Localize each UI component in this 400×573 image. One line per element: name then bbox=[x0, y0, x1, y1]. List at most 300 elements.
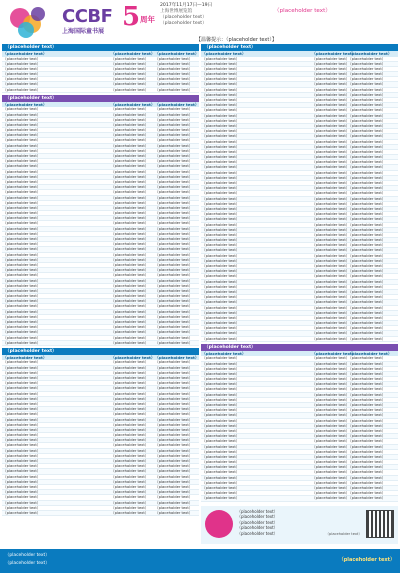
right-section bbox=[201, 44, 398, 342]
table-cell: （placeholder text） bbox=[3, 190, 41, 195]
table-cell: （placeholder text） bbox=[111, 169, 149, 174]
table-cell: （placeholder text） bbox=[111, 495, 149, 500]
table-cell: （placeholder text） bbox=[312, 465, 350, 470]
table-cell: （placeholder text） bbox=[348, 454, 386, 459]
table-cell: （placeholder text） bbox=[155, 133, 193, 138]
table-cell: （placeholder text） bbox=[111, 288, 149, 293]
table-cell: （placeholder text） bbox=[312, 305, 350, 310]
table-cell: （placeholder text） bbox=[111, 262, 149, 267]
table-cell: （placeholder text） bbox=[111, 438, 149, 443]
table-cell: （placeholder text） bbox=[312, 56, 350, 61]
table-cell: （placeholder text） bbox=[202, 232, 240, 237]
table-cell: （placeholder text） bbox=[3, 314, 41, 319]
table-cell: （placeholder text） bbox=[348, 295, 386, 300]
table-cell: （placeholder text） bbox=[111, 237, 149, 241]
table-cell: （placeholder text） bbox=[202, 92, 240, 97]
table-row bbox=[2, 88, 199, 93]
table-cell: （placeholder text） bbox=[202, 449, 240, 454]
table-cell: （placeholder text） bbox=[202, 72, 240, 77]
table-cell: （placeholder text） bbox=[202, 227, 240, 232]
table-cell: （placeholder text） bbox=[312, 144, 350, 149]
table-cell: （placeholder text） bbox=[155, 252, 193, 257]
table-cell: （placeholder text） bbox=[312, 181, 350, 185]
table-cell: （placeholder text） bbox=[155, 143, 193, 148]
left-section bbox=[2, 348, 199, 516]
table-cell: （placeholder text） bbox=[312, 295, 350, 300]
table-cell: （placeholder text） bbox=[3, 72, 41, 77]
table-cell: （placeholder text） bbox=[3, 510, 41, 515]
table-cell: （placeholder text） bbox=[312, 160, 350, 165]
table-cell: （placeholder text） bbox=[312, 77, 350, 82]
table-cell: （placeholder text） bbox=[155, 174, 193, 179]
table-cell: （placeholder text） bbox=[155, 474, 193, 479]
table-cell: （placeholder text） bbox=[111, 273, 149, 278]
table-cell: （placeholder text） bbox=[348, 87, 386, 92]
table-cell: （placeholder text） bbox=[312, 258, 350, 263]
table-cell: （placeholder text） bbox=[3, 77, 41, 82]
table-cell: （placeholder text） bbox=[111, 459, 149, 463]
column-header: （placeholder text） bbox=[312, 350, 356, 356]
table-cell: （placeholder text） bbox=[312, 284, 350, 289]
promo-panel bbox=[201, 506, 398, 544]
table-cell: （placeholder text） bbox=[111, 401, 149, 406]
table-cell: （placeholder text） bbox=[111, 484, 149, 489]
table-cell: （placeholder text） bbox=[202, 186, 240, 191]
table-cell: （placeholder text） bbox=[155, 396, 193, 401]
table-cell: （placeholder text） bbox=[111, 268, 149, 273]
table-cell: （placeholder text） bbox=[3, 195, 41, 200]
table-cell: （placeholder text） bbox=[348, 181, 386, 185]
table-cell: （placeholder text） bbox=[155, 438, 193, 443]
table-cell: （placeholder text） bbox=[202, 212, 240, 217]
promo-badge-icon bbox=[205, 510, 233, 538]
table-cell: （placeholder text） bbox=[155, 169, 193, 174]
table-body bbox=[201, 57, 398, 342]
table-cell: （placeholder text） bbox=[3, 138, 41, 143]
table-cell: （placeholder text） bbox=[3, 107, 41, 112]
table-cell: （placeholder text） bbox=[312, 113, 350, 118]
table-cell: （placeholder text） bbox=[155, 185, 193, 190]
table-cell: （placeholder text） bbox=[111, 453, 149, 458]
table-cell: （placeholder text） bbox=[348, 227, 386, 232]
table-cell: （placeholder text） bbox=[155, 330, 193, 335]
table-cell: （placeholder text） bbox=[348, 423, 386, 428]
table-cell: （placeholder text） bbox=[312, 397, 350, 402]
table-cell: （placeholder text） bbox=[111, 340, 149, 345]
table-cell: （placeholder text） bbox=[3, 87, 41, 92]
table-cell: （placeholder text） bbox=[202, 181, 240, 185]
table-cell: （placeholder text） bbox=[155, 226, 193, 231]
table-cell: （placeholder text） bbox=[348, 212, 386, 217]
table-cell: （placeholder text） bbox=[3, 330, 41, 335]
table-cell: （placeholder text） bbox=[3, 164, 41, 169]
table-cell: （placeholder text） bbox=[202, 356, 240, 361]
table-cell: （placeholder text） bbox=[3, 360, 41, 365]
table-body bbox=[2, 360, 199, 516]
table-cell: （placeholder text） bbox=[202, 149, 240, 154]
table-cell: （placeholder text） bbox=[348, 289, 386, 294]
table-cell: （placeholder text） bbox=[348, 444, 386, 449]
table-cell: （placeholder text） bbox=[312, 454, 350, 459]
table-cell: （placeholder text） bbox=[3, 438, 41, 443]
footer-line: （placeholder text） bbox=[5, 553, 50, 558]
table-cell: （placeholder text） bbox=[155, 262, 193, 267]
table-cell: （placeholder text） bbox=[348, 377, 386, 382]
table-cell: （placeholder text） bbox=[348, 408, 386, 413]
table-cell: （placeholder text） bbox=[348, 243, 386, 248]
qr-code-icon[interactable] bbox=[366, 510, 394, 538]
table-cell: （placeholder text） bbox=[111, 112, 149, 117]
table-cell: （placeholder text） bbox=[155, 117, 193, 122]
table-cell: （placeholder text） bbox=[312, 413, 350, 418]
table-cell: （placeholder text） bbox=[202, 201, 240, 206]
table-cell: （placeholder text） bbox=[155, 66, 193, 71]
column-header: （placeholder text） bbox=[111, 354, 155, 360]
table-cell: （placeholder text） bbox=[111, 216, 149, 221]
table-cell: （placeholder text） bbox=[312, 253, 350, 258]
table-cell: （placeholder text） bbox=[312, 87, 350, 92]
table-cell: （placeholder text） bbox=[202, 336, 240, 341]
table-cell: （placeholder text） bbox=[348, 392, 386, 397]
table-cell: （placeholder text） bbox=[202, 310, 240, 315]
table-cell: （placeholder text） bbox=[348, 222, 386, 227]
brand-subtitle: 上海国际童书展 bbox=[62, 28, 105, 35]
table-body bbox=[2, 107, 199, 346]
table-cell: （placeholder text） bbox=[3, 370, 41, 375]
table-cell: （placeholder text） bbox=[348, 460, 386, 465]
table-cell: （placeholder text） bbox=[202, 238, 240, 243]
table-cell: （placeholder text） bbox=[312, 392, 350, 397]
table-cell: （placeholder text） bbox=[312, 418, 350, 423]
table-cell: （placeholder text） bbox=[3, 66, 41, 71]
table-cell: （placeholder text） bbox=[3, 174, 41, 179]
table-cell: （placeholder text） bbox=[155, 479, 193, 484]
table-cell: （placeholder text） bbox=[202, 144, 240, 149]
table-cell: （placeholder text） bbox=[312, 186, 350, 191]
table-cell: （placeholder text） bbox=[312, 274, 350, 279]
column-header: （placeholder text） bbox=[111, 101, 155, 107]
table-cell: （placeholder text） bbox=[202, 475, 240, 480]
brand-name: CCBF bbox=[62, 6, 113, 27]
table-cell: （placeholder text） bbox=[155, 112, 193, 117]
table-cell: （placeholder text） bbox=[202, 480, 240, 485]
table-cell: （placeholder text） bbox=[348, 475, 386, 480]
column-header: （placeholder text） bbox=[3, 51, 47, 56]
table-cell: （placeholder text） bbox=[312, 191, 350, 196]
table-cell: （placeholder text） bbox=[111, 226, 149, 231]
table-cell: （placeholder text） bbox=[155, 138, 193, 143]
table-cell: （placeholder text） bbox=[312, 196, 350, 201]
table-cell: （placeholder text） bbox=[111, 474, 149, 479]
table-cell: （placeholder text） bbox=[155, 82, 193, 87]
table-cell: （placeholder text） bbox=[202, 82, 240, 87]
table-cell: （placeholder text） bbox=[3, 122, 41, 127]
table-cell: （placeholder text） bbox=[3, 133, 41, 138]
table-cell: （placeholder text） bbox=[348, 310, 386, 315]
table-cell: （placeholder text） bbox=[111, 221, 149, 226]
table-cell: （placeholder text） bbox=[348, 387, 386, 392]
table-cell: （placeholder text） bbox=[348, 165, 386, 170]
table-cell: （placeholder text） bbox=[155, 495, 193, 500]
table-cell: （placeholder text） bbox=[155, 500, 193, 505]
table-cell: （placeholder text） bbox=[312, 336, 350, 341]
table-cell: （placeholder text） bbox=[348, 258, 386, 263]
table-row bbox=[201, 337, 398, 342]
table-cell: （placeholder text） bbox=[111, 72, 149, 77]
table-cell: （placeholder text） bbox=[312, 238, 350, 243]
table-cell: （placeholder text） bbox=[348, 486, 386, 490]
table-cell: （placeholder text） bbox=[155, 283, 193, 288]
table-cell: （placeholder text） bbox=[111, 309, 149, 314]
table-cell: （placeholder text） bbox=[348, 144, 386, 149]
table-cell: （placeholder text） bbox=[202, 269, 240, 274]
table-cell: （placeholder text） bbox=[202, 382, 240, 387]
table-cell: （placeholder text） bbox=[3, 268, 41, 273]
table-cell: （placeholder text） bbox=[155, 61, 193, 66]
table-cell: （placeholder text） bbox=[111, 381, 149, 386]
table-cell: （placeholder text） bbox=[111, 391, 149, 396]
table-cell: （placeholder text） bbox=[3, 231, 41, 236]
column-header: （placeholder text） bbox=[155, 51, 199, 56]
table-cell: （placeholder text） bbox=[3, 185, 41, 190]
table-cell: （placeholder text） bbox=[155, 417, 193, 422]
table-cell: （placeholder text） bbox=[155, 205, 193, 210]
table-cell: （placeholder text） bbox=[3, 448, 41, 453]
table-cell: （placeholder text） bbox=[202, 444, 240, 449]
table-cell: （placeholder text） bbox=[202, 243, 240, 248]
table-cell: （placeholder text） bbox=[202, 139, 240, 144]
event-meta-line: 上海世博展览馆 bbox=[160, 9, 193, 14]
table-cell: （placeholder text） bbox=[111, 159, 149, 164]
table-cell: （placeholder text） bbox=[202, 98, 240, 102]
table-cell: （placeholder text） bbox=[3, 283, 41, 288]
table-cell: （placeholder text） bbox=[348, 92, 386, 97]
table-cell: （placeholder text） bbox=[348, 160, 386, 165]
table-cell: （placeholder text） bbox=[202, 496, 240, 501]
table-cell: （placeholder text） bbox=[111, 154, 149, 158]
table-cell: （placeholder text） bbox=[155, 422, 193, 427]
table-cell: （placeholder text） bbox=[312, 480, 350, 485]
table-cell: （placeholder text） bbox=[348, 253, 386, 258]
table-cell: （placeholder text） bbox=[111, 365, 149, 370]
table-cell: （placeholder text） bbox=[3, 273, 41, 278]
table-cell: （placeholder text） bbox=[202, 206, 240, 211]
table-cell: （placeholder text） bbox=[348, 113, 386, 118]
table-cell: （placeholder text） bbox=[3, 427, 41, 432]
table-cell: （placeholder text） bbox=[3, 299, 41, 304]
table-cell: （placeholder text） bbox=[312, 387, 350, 392]
table-cell: （placeholder text） bbox=[202, 77, 240, 82]
table-cell: （placeholder text） bbox=[202, 222, 240, 227]
table-cell: （placeholder text） bbox=[202, 103, 240, 108]
table-cell: （placeholder text） bbox=[155, 340, 193, 345]
table-cell: （placeholder text） bbox=[348, 129, 386, 134]
table-cell: （placeholder text） bbox=[202, 155, 240, 160]
table-cell: （placeholder text） bbox=[111, 128, 149, 133]
table-cell: （placeholder text） bbox=[312, 175, 350, 180]
column-header: （placeholder text） bbox=[155, 354, 199, 360]
table-cell: （placeholder text） bbox=[312, 371, 350, 376]
table-cell: （placeholder text） bbox=[202, 113, 240, 118]
table-cell: （placeholder text） bbox=[312, 98, 350, 102]
table-cell: （placeholder text） bbox=[111, 370, 149, 375]
table-cell: （placeholder text） bbox=[312, 222, 350, 227]
table-cell: （placeholder text） bbox=[155, 464, 193, 469]
table-cell: （placeholder text） bbox=[312, 331, 350, 336]
table-cell: （placeholder text） bbox=[312, 129, 350, 134]
table-cell: （placeholder text） bbox=[202, 165, 240, 170]
left-section bbox=[2, 95, 199, 346]
table-cell: （placeholder text） bbox=[312, 165, 350, 170]
table-cell: （placeholder text） bbox=[155, 386, 193, 391]
table-cell: （placeholder text） bbox=[312, 439, 350, 444]
table-cell: （placeholder text） bbox=[312, 326, 350, 331]
table-cell: （placeholder text） bbox=[202, 428, 240, 433]
table-cell: （placeholder text） bbox=[202, 331, 240, 336]
table-cell: （placeholder text） bbox=[111, 479, 149, 484]
table-cell: （placeholder text） bbox=[3, 401, 41, 406]
table-cell: （placeholder text） bbox=[202, 392, 240, 397]
table-cell: （placeholder text） bbox=[111, 325, 149, 330]
event-meta-line: （placeholder text） bbox=[160, 21, 207, 26]
table-cell: （placeholder text） bbox=[348, 103, 386, 108]
table-cell: （placeholder text） bbox=[202, 454, 240, 459]
table-cell: （placeholder text） bbox=[111, 117, 149, 122]
event-meta bbox=[160, 3, 272, 27]
table-cell: （placeholder text） bbox=[155, 237, 193, 241]
table-cell: （placeholder text） bbox=[3, 407, 41, 412]
table-cell: （placeholder text） bbox=[348, 134, 386, 139]
table-cell: （placeholder text） bbox=[348, 274, 386, 279]
table-cell: （placeholder text） bbox=[3, 469, 41, 474]
table-cell: （placeholder text） bbox=[312, 232, 350, 237]
table-cell: （placeholder text） bbox=[348, 175, 386, 180]
table-cell: （placeholder text） bbox=[202, 315, 240, 320]
table-cell: （placeholder text） bbox=[155, 490, 193, 495]
table-cell: （placeholder text） bbox=[202, 470, 240, 475]
table-cell: （placeholder text） bbox=[111, 190, 149, 195]
table-cell: （placeholder text） bbox=[111, 417, 149, 422]
promo-line: （placeholder text） bbox=[237, 530, 278, 536]
table-cell: （placeholder text） bbox=[111, 174, 149, 179]
table-cell: （placeholder text） bbox=[348, 264, 386, 268]
table-cell: （placeholder text） bbox=[348, 465, 386, 470]
table-cell: （placeholder text） bbox=[111, 448, 149, 453]
right-section bbox=[201, 344, 398, 502]
table-cell: （placeholder text） bbox=[155, 365, 193, 370]
table-row bbox=[2, 341, 199, 346]
table-cell: （placeholder text） bbox=[202, 191, 240, 196]
table-cell: （placeholder text） bbox=[111, 314, 149, 319]
table-cell: （placeholder text） bbox=[155, 370, 193, 375]
table-body bbox=[201, 356, 398, 501]
footer-site-link[interactable]: （placeholder text） bbox=[338, 557, 395, 563]
table-cell: （placeholder text） bbox=[155, 148, 193, 153]
table-cell: （placeholder text） bbox=[155, 391, 193, 396]
table-cell: （placeholder text） bbox=[111, 66, 149, 71]
table-cell: （placeholder text） bbox=[3, 365, 41, 370]
anniversary-suffix: 周年 bbox=[140, 15, 155, 24]
table-cell: （placeholder text） bbox=[312, 315, 350, 320]
table-cell: （placeholder text） bbox=[312, 361, 350, 366]
promo-line: （placeholder text） bbox=[237, 514, 278, 520]
table-cell: （placeholder text） bbox=[3, 340, 41, 345]
table-cell: （placeholder text） bbox=[312, 217, 350, 222]
table-cell: （placeholder text） bbox=[111, 294, 149, 299]
table-cell: （placeholder text） bbox=[348, 149, 386, 154]
table-cell: （placeholder text） bbox=[155, 427, 193, 432]
table-cell: （placeholder text） bbox=[312, 243, 350, 248]
table-cell: （placeholder text） bbox=[348, 434, 386, 439]
section-title: （placeholder text） bbox=[201, 44, 398, 51]
table-cell: （placeholder text） bbox=[155, 107, 193, 112]
table-cell: （placeholder text） bbox=[3, 154, 41, 158]
table-cell: （placeholder text） bbox=[3, 169, 41, 174]
footer-line: （placeholder text） bbox=[5, 561, 50, 566]
table-cell: （placeholder text） bbox=[3, 226, 41, 231]
table-cell: （placeholder text） bbox=[111, 422, 149, 427]
table-cell: （placeholder text） bbox=[348, 82, 386, 87]
table-cell: （placeholder text） bbox=[348, 155, 386, 160]
section-title: （placeholder text） bbox=[2, 348, 199, 355]
table-cell: （placeholder text） bbox=[3, 490, 41, 495]
table-cell: （placeholder text） bbox=[111, 427, 149, 432]
column-header: （placeholder text） bbox=[3, 101, 47, 107]
table-cell: （placeholder text） bbox=[155, 314, 193, 319]
table-cell: （placeholder text） bbox=[111, 299, 149, 304]
table-cell: （placeholder text） bbox=[312, 269, 350, 274]
table-cell: （placeholder text） bbox=[202, 418, 240, 423]
table-cell: （placeholder text） bbox=[155, 77, 193, 82]
table-cell: （placeholder text） bbox=[155, 268, 193, 273]
table-cell: （placeholder text） bbox=[348, 449, 386, 454]
table-cell: （placeholder text） bbox=[155, 320, 193, 324]
table-cell: （placeholder text） bbox=[348, 305, 386, 310]
table-cell: （placeholder text） bbox=[202, 56, 240, 61]
table-cell: （placeholder text） bbox=[348, 118, 386, 123]
table-cell: （placeholder text） bbox=[202, 305, 240, 310]
table-cell: （placeholder text） bbox=[202, 279, 240, 284]
table-cell: （placeholder text） bbox=[111, 164, 149, 169]
table-cell: （placeholder text） bbox=[312, 470, 350, 475]
table-cell: （placeholder text） bbox=[312, 366, 350, 371]
table-cell: （placeholder text） bbox=[155, 179, 193, 184]
table-cell: （placeholder text） bbox=[155, 309, 193, 314]
table-cell: （placeholder text） bbox=[111, 133, 149, 138]
table-cell: （placeholder text） bbox=[3, 262, 41, 267]
table-cell: （placeholder text） bbox=[111, 443, 149, 448]
table-cell: （placeholder text） bbox=[312, 377, 350, 382]
table-cell: （placeholder text） bbox=[312, 170, 350, 175]
table-cell: （placeholder text） bbox=[348, 186, 386, 191]
table-cell: （placeholder text） bbox=[3, 117, 41, 122]
table-cell: （placeholder text） bbox=[111, 143, 149, 148]
table-cell: （placeholder text） bbox=[3, 412, 41, 417]
table-cell: （placeholder text） bbox=[111, 77, 149, 82]
table-cell: （placeholder text） bbox=[312, 496, 350, 501]
table-cell: （placeholder text） bbox=[111, 242, 149, 247]
table-cell: （placeholder text） bbox=[312, 206, 350, 211]
table-cell: （placeholder text） bbox=[155, 231, 193, 236]
table-cell: （placeholder text） bbox=[3, 391, 41, 396]
table-cell: （placeholder text） bbox=[202, 423, 240, 428]
table-cell: （placeholder text） bbox=[348, 480, 386, 485]
column-header: （placeholder text） bbox=[3, 354, 47, 360]
table-cell: （placeholder text） bbox=[155, 360, 193, 365]
table-cell: （placeholder text） bbox=[348, 232, 386, 237]
table-cell: （placeholder text） bbox=[312, 66, 350, 71]
table-cell: （placeholder text） bbox=[312, 92, 350, 97]
